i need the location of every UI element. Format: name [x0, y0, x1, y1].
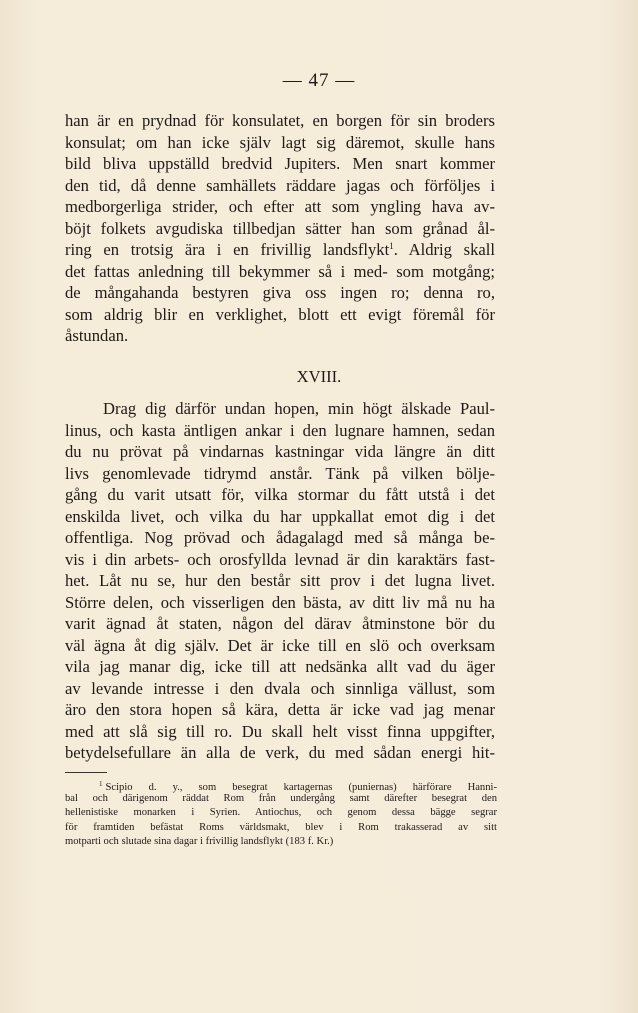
text-line: linus, och kasta äntligen ankar i den lugnare hamnen, sedan [65, 420, 495, 440]
text-line: det fattas anledning till bekymmer så i med- som motgång; [65, 261, 495, 281]
text-line: äro den stora hopen så kära, detta är icke vad jag menar [65, 700, 495, 719]
footnote-line [65, 777, 497, 792]
footnote-line: bal och därigenom räddat Rom från undergång samt därefter besegrat den [65, 792, 497, 804]
footnote-line: motparti och slutade sina dagar i frivillig landsflykt (183 f. Kr.) [65, 836, 334, 847]
text-line: bild bliva uppställd bredvid Jupiters. Men snart kommer [65, 154, 495, 173]
text-line: het. Låt nu se, hur den består sitt prov i det lugna livet. [65, 571, 495, 590]
text-line: gång du varit utsatt för, vilka stormar du fått utstå i det [65, 485, 495, 504]
text-line: konsulat; om han icke själv lagt sig däremot, skulle hans [65, 132, 495, 152]
footnote-divider [65, 772, 107, 773]
footnote-line: för framtiden befästat Roms världsmakt, blev i Rom trakasserad av sitt [65, 821, 497, 833]
paragraph-1 [65, 110, 495, 347]
text-line-part: ring en trotsig ära i en frivillig landsflykt [65, 240, 390, 259]
text-line: Drag dig därför undan hopen, min högt älskade Paul- [103, 399, 495, 418]
paragraph-2 [65, 398, 495, 764]
text-line: du nu prövat på vindarnas kastningar vida längre än ditt [65, 442, 495, 461]
footnote-reference: 1 [389, 241, 394, 251]
text-line: enskilda livet, och vilka du har uppkallat emot dig i det [65, 506, 495, 526]
footnote-marker: 1 [99, 780, 103, 788]
section-heading: XVIII. [296, 367, 342, 386]
text-line: åstundan. [65, 326, 129, 345]
text-line: vis i din arbets- och orosfyllda levnad är din karaktärs fast- [65, 549, 495, 569]
footnote [65, 777, 497, 850]
footnote-line: hellenistiske monarken i Syrien. Antiochus, och genom dessa bägge segrar [65, 807, 497, 818]
footnote-text: Scipio d. y., som besegrat kartagernas (puniernas) härförare Hanni- [105, 782, 497, 793]
text-line: varit ägnad åt staten, någon del därav åtminstone bör du [65, 614, 495, 633]
text-line: livs genomlevade tidrymd anstår. Tänk på vilken bölje- [65, 463, 495, 483]
text-line: medborgerliga strider, och efter att som yngling hava av- [65, 197, 495, 216]
text-line: vila jag manar dig, icke till att nedsänka allt vad du äger [65, 657, 495, 676]
text-line: böjt folkets avgudiska tillbedjan sätter han som grånad ål- [65, 218, 495, 238]
text-line: betydelsefullare än alla de verk, du med sådan energi hit- [65, 743, 495, 762]
text-line: han är en prydnad för konsulatet, en borgen för sin broders [65, 111, 495, 130]
text-line-with-footnote [65, 239, 495, 261]
page-number: — 47 — [282, 70, 356, 91]
text-line-part: . Aldrig skall [393, 240, 495, 259]
text-line: offentliga. Nog prövad och ådagalagd med så många be- [65, 528, 495, 547]
text-line: Större delen, och visserligen den bästa, av ditt liv må nu ha [65, 592, 495, 612]
text-line: de mångahanda bestyren giva oss ingen ro; denna ro, [65, 283, 495, 302]
text-line: av levande intresse i den dvala och sinnliga vällust, som [65, 678, 495, 698]
text-line: som aldrig blir en verklighet, blott ett evigt föremål för [65, 304, 495, 324]
text-line: väl ägna åt dig själv. Det är icke till en slö och overksam [65, 635, 495, 655]
text-line: med att slå sig till ro. Du skall helt visst finna uppgifter, [65, 721, 495, 741]
text-line: den tid, då denne samhällets räddare jagas och förföljes i [65, 175, 495, 195]
